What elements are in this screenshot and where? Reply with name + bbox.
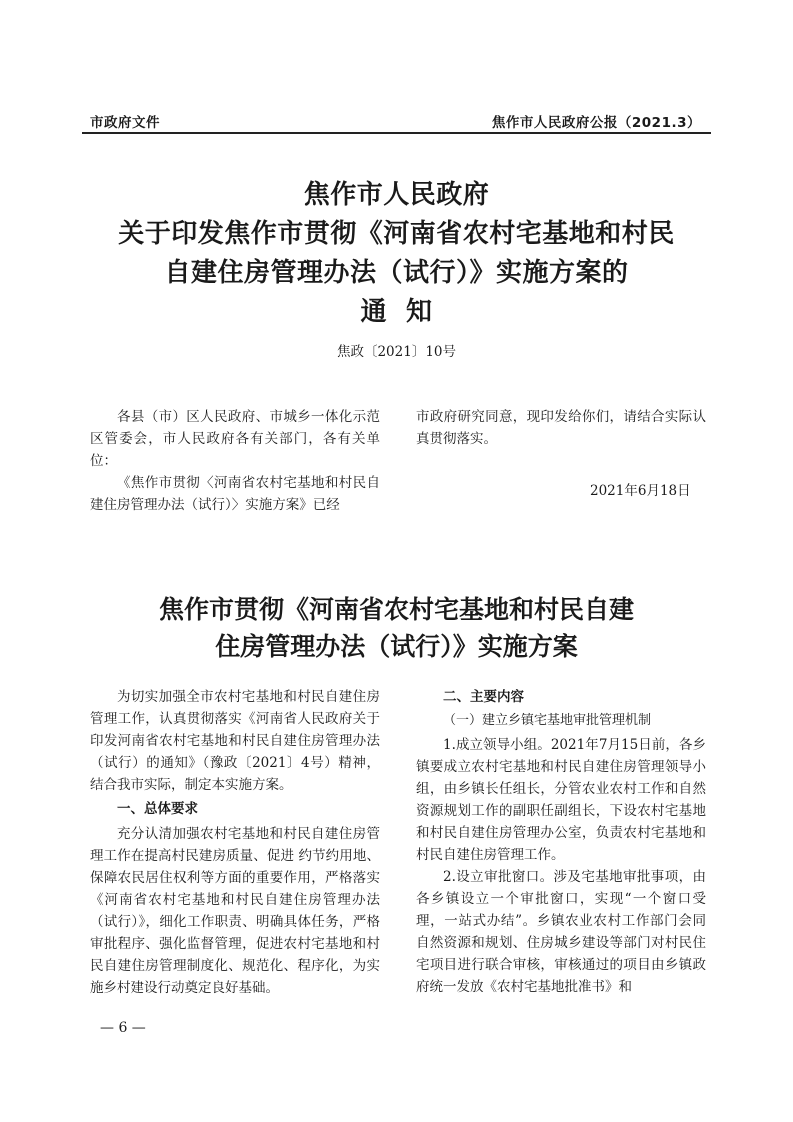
notice-title-line-3: 自建住房管理办法（试行）》实施方案的 xyxy=(164,258,629,288)
header-divider xyxy=(82,132,711,134)
header-right-label: 焦作市人民政府公报（2021.3） xyxy=(491,115,701,131)
notice-body-right: 市政府研究同意，现印发给你们，请结合实际认真贯彻落实。 xyxy=(416,409,706,447)
header-left-label: 市政府文件 xyxy=(90,115,160,131)
notice-title-line-4: 通 知 xyxy=(360,297,433,327)
plan-intro: 为切实加强全市农村宅基地和村民自建住房管理工作，认真贯彻落实《河南省人民政府关于印发河南省农村宅基地和村民自建住房管理办法（试行）的通知》（豫政〔2021〕4号）精神，结合我市实际，制定本实施方案。 xyxy=(90,689,380,793)
notice-title-line-1: 焦作市人民政府 xyxy=(303,180,490,210)
notice-title-line-2: 关于印发焦作市贯彻《河南省农村宅基地和村民 xyxy=(118,219,675,249)
notice-body-left: 《焦作市贯彻〈河南省农村宅基地和村民自建住房管理办法（试行）〉实施方案》已经 xyxy=(90,475,380,513)
section-2-item-1: 1.成立领导小组。2021年7月15日前，各乡镇要成立农村宅基地和村民自建住房管理领导小组，由乡镇长任组长，分管农业农村工作和自然资源规划工作的副职任副组长，下设农村宅基地和村民自建住房管理办公室，负责农村宅基地和村民自建住房管理工作。 xyxy=(416,737,706,863)
plan-title-line-2: 住房管理办法（试行）》实施方案 xyxy=(215,632,578,661)
notice-addressee: 各县（市）区人民政府、市城乡一体化示范区管委会，市人民政府各有关部门，各有关单位： xyxy=(90,409,380,469)
section-1-text: 充分认清加强农村宅基地和村民自建住房管理工作在提高村民建房质量、促进 约节约用地、保障农民居住权利等方面的重要作用，严格落实《河南省农村宅基地和村民自建住房管理办法（试行）》，细化工作职责、明确具体任务，严格审批程序、强化监督管理，促进农村宅基地和村民自建住房管理制度化、规范化、程序化，为实施乡村建设行动奠定良好基础。 xyxy=(90,826,380,996)
section-2-subheading: （一）建立乡镇宅基地审批管理机制 xyxy=(443,713,652,728)
page-number: — 6 — xyxy=(100,1020,146,1036)
plan-title-line-1: 焦作市贯彻《河南省农村宅基地和村民自建 xyxy=(158,595,634,624)
notice-date: 2021年6月18日 xyxy=(590,483,691,499)
document-number: 焦政〔2021〕10号 xyxy=(336,344,457,360)
section-1-heading: 一、总体要求 xyxy=(117,801,198,817)
section-2-heading: 二、主要内容 xyxy=(443,689,524,705)
section-2-item-2: 2.设立审批窗口。涉及宅基地审批事项，由各乡镇设立一个审批窗口，实现“一个窗口受理，一站式办结”。乡镇农业农村工作部门会同自然资源和规划、住房城乡建设等部门对村民住宅项目进行联合审核，审核通过的项目由乡镇政府统一发放《农村宅基地批准书》和 xyxy=(416,869,706,995)
